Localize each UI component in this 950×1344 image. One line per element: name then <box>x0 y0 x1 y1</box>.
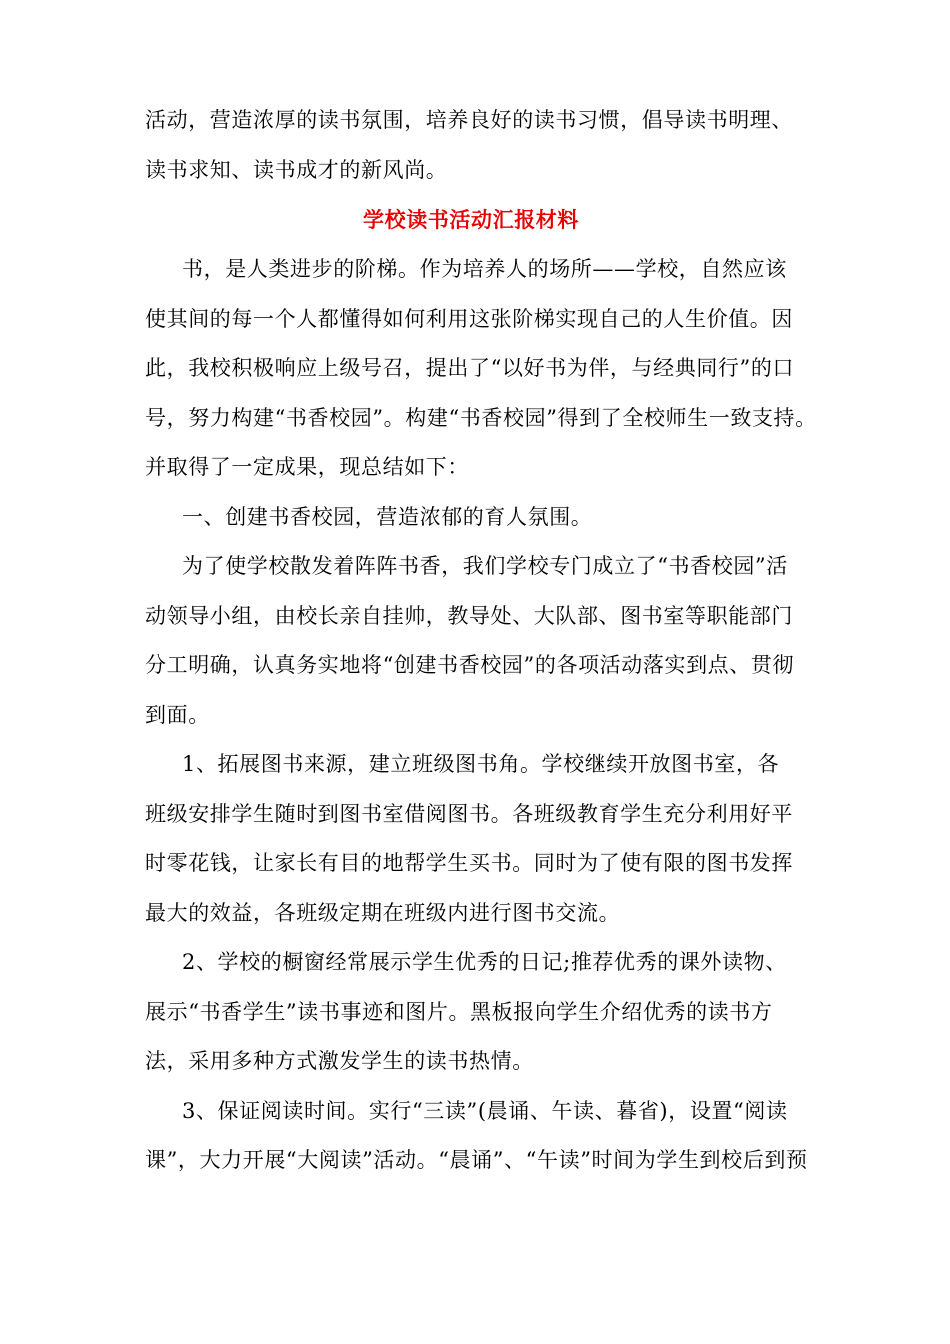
paragraph-line: 3、保证阅读时间。实行“三读”(晨诵、午读、暮省)，设置“阅读 <box>182 1098 788 1123</box>
paragraph-line: 1、拓展图书来源，建立班级图书角。学校继续开放图书室，各 <box>182 752 780 776</box>
paragraph <box>145 245 817 493</box>
paragraph-line: 班级安排学生随时到图书室借阅图书。各班级教育学生充分利用好平 <box>145 801 793 826</box>
paragraph <box>145 1087 817 1186</box>
paragraph-line: 动领导小组，由校长亲自挂帅，教导处、大队部、图书室等职能部门 <box>145 603 793 628</box>
section-heading <box>145 493 817 543</box>
paragraph-line: 展示“书香学生”读书事迹和图片。黑板报向学生介绍优秀的读书方 <box>145 999 773 1024</box>
paragraph-line: 号，努力构建“书香校园”。构建“书香校园”得到了全校师生一致支持。 <box>145 405 817 430</box>
document-title: 学校读书活动汇报材料 <box>363 207 579 232</box>
paragraph-line: 到面。 <box>145 702 210 727</box>
paragraph-line: 此，我校积极响应上级号召，提出了“以好书为伴，与经典同行”的口 <box>145 356 795 380</box>
paragraph-line: 时零花钱，让家长有目的地帮学生买书。同时为了使有限的图书发挥 <box>145 851 793 875</box>
paragraph-line: 最大的效益，各班级定期在班级内进行图书交流。 <box>145 900 621 925</box>
paragraph <box>145 938 817 1087</box>
paragraph-line: 使其间的每一个人都懂得如何利用这张阶梯实现自己的人生价值。因 <box>145 306 793 331</box>
intro-line: 活动，营造浓厚的读书氛围，培养良好的读书习惯，倡导读书明理、 <box>145 108 793 132</box>
paragraph <box>145 740 817 938</box>
paragraph-line: 一、创建书香校园，营造浓郁的育人氛围。 <box>182 504 593 529</box>
paragraph-line: 课”，大力开展“大阅读”活动。“晨诵”、“午读”时间为学生到校后到预 <box>145 1148 808 1172</box>
paragraph-line: 为了使学校散发着阵阵书香，我们学校专门成立了“书香校园”活 <box>182 554 788 578</box>
paragraph-line: 2、学校的橱窗经常展示学生优秀的日记;推荐优秀的课外读物、 <box>182 950 787 974</box>
document-page <box>145 96 817 1186</box>
paragraph-line: 分工明确，认真务实地将“创建书香校园”的各项活动落实到点、贯彻 <box>145 653 795 677</box>
paragraph-line: 并取得了一定成果，现总结如下： <box>145 455 469 479</box>
paragraph-line: 法，采用多种方式激发学生的读书热情。 <box>145 1049 534 1073</box>
intro-line: 读书求知、读书成才的新风尚。 <box>145 157 448 182</box>
paragraph <box>145 542 817 740</box>
paragraph-line: 书，是人类进步的阶梯。作为培养人的场所——学校，自然应该 <box>182 257 787 281</box>
